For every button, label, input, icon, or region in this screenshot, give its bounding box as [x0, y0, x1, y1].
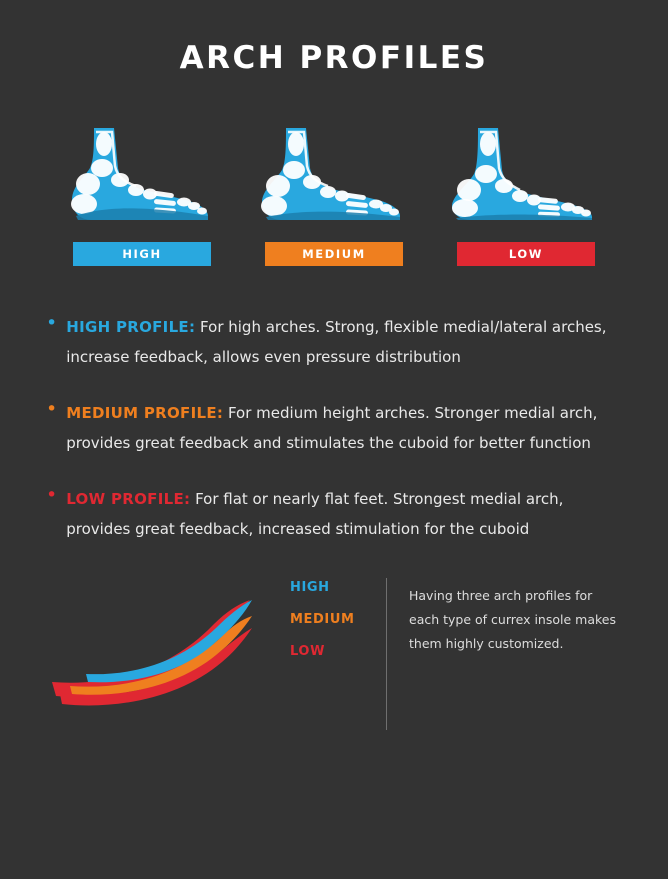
arch-label-low: LOW: [457, 242, 595, 266]
bullet-text-high: [66, 312, 622, 372]
arch-curves-graphic: [46, 570, 286, 720]
bullet-dot-low: •: [46, 484, 58, 506]
legend-item-high: HIGH: [290, 580, 330, 595]
legend-item-low: LOW: [290, 644, 326, 659]
curves-legend: [290, 580, 386, 676]
note-text: Having three arch profiles for each type of currex insole makes them highly customized.: [409, 588, 616, 651]
foot-medium-icon: [250, 124, 418, 224]
bullet-body-high: For high arches. Strong, flexible medial/lateral arches, increase feedback, allows even pressure distribution: [66, 318, 607, 366]
arch-profile-low: [442, 124, 610, 266]
bullet-body-low: For flat or nearly flat feet. Strongest medial arch, provides great feedback, increased stimulation for the cuboid: [66, 490, 564, 538]
vertical-divider: [386, 578, 387, 730]
bullet-medium: [46, 398, 622, 458]
profile-descriptions: [0, 312, 668, 544]
bullet-text-low: [66, 484, 622, 544]
bottom-section: [0, 570, 668, 730]
bullet-text-medium: [66, 398, 622, 458]
bullet-high: [46, 312, 622, 372]
bullet-dot-medium: •: [46, 398, 58, 420]
bullet-heading-low: LOW PROFILE:: [66, 490, 191, 508]
bullet-body-medium: For medium height arches. Stronger medial arch, provides great feedback and stimulates the cuboid for better function: [66, 404, 598, 452]
arch-label-high: HIGH: [73, 242, 211, 266]
foot-high-icon: [58, 124, 226, 224]
arch-profile-medium: [250, 124, 418, 266]
arch-illustrations-row: [0, 124, 668, 266]
bullet-heading-high: HIGH PROFILE:: [66, 318, 196, 336]
arch-profile-high: [58, 124, 226, 266]
legend-item-medium: MEDIUM: [290, 612, 355, 627]
bullet-heading-medium: MEDIUM PROFILE:: [66, 404, 224, 422]
bullet-low: [46, 484, 622, 544]
page-title: ARCH PROFILES: [179, 40, 489, 76]
bullet-dot-high: •: [46, 312, 58, 334]
arch-label-medium: MEDIUM: [265, 242, 403, 266]
foot-low-icon: [442, 124, 610, 224]
